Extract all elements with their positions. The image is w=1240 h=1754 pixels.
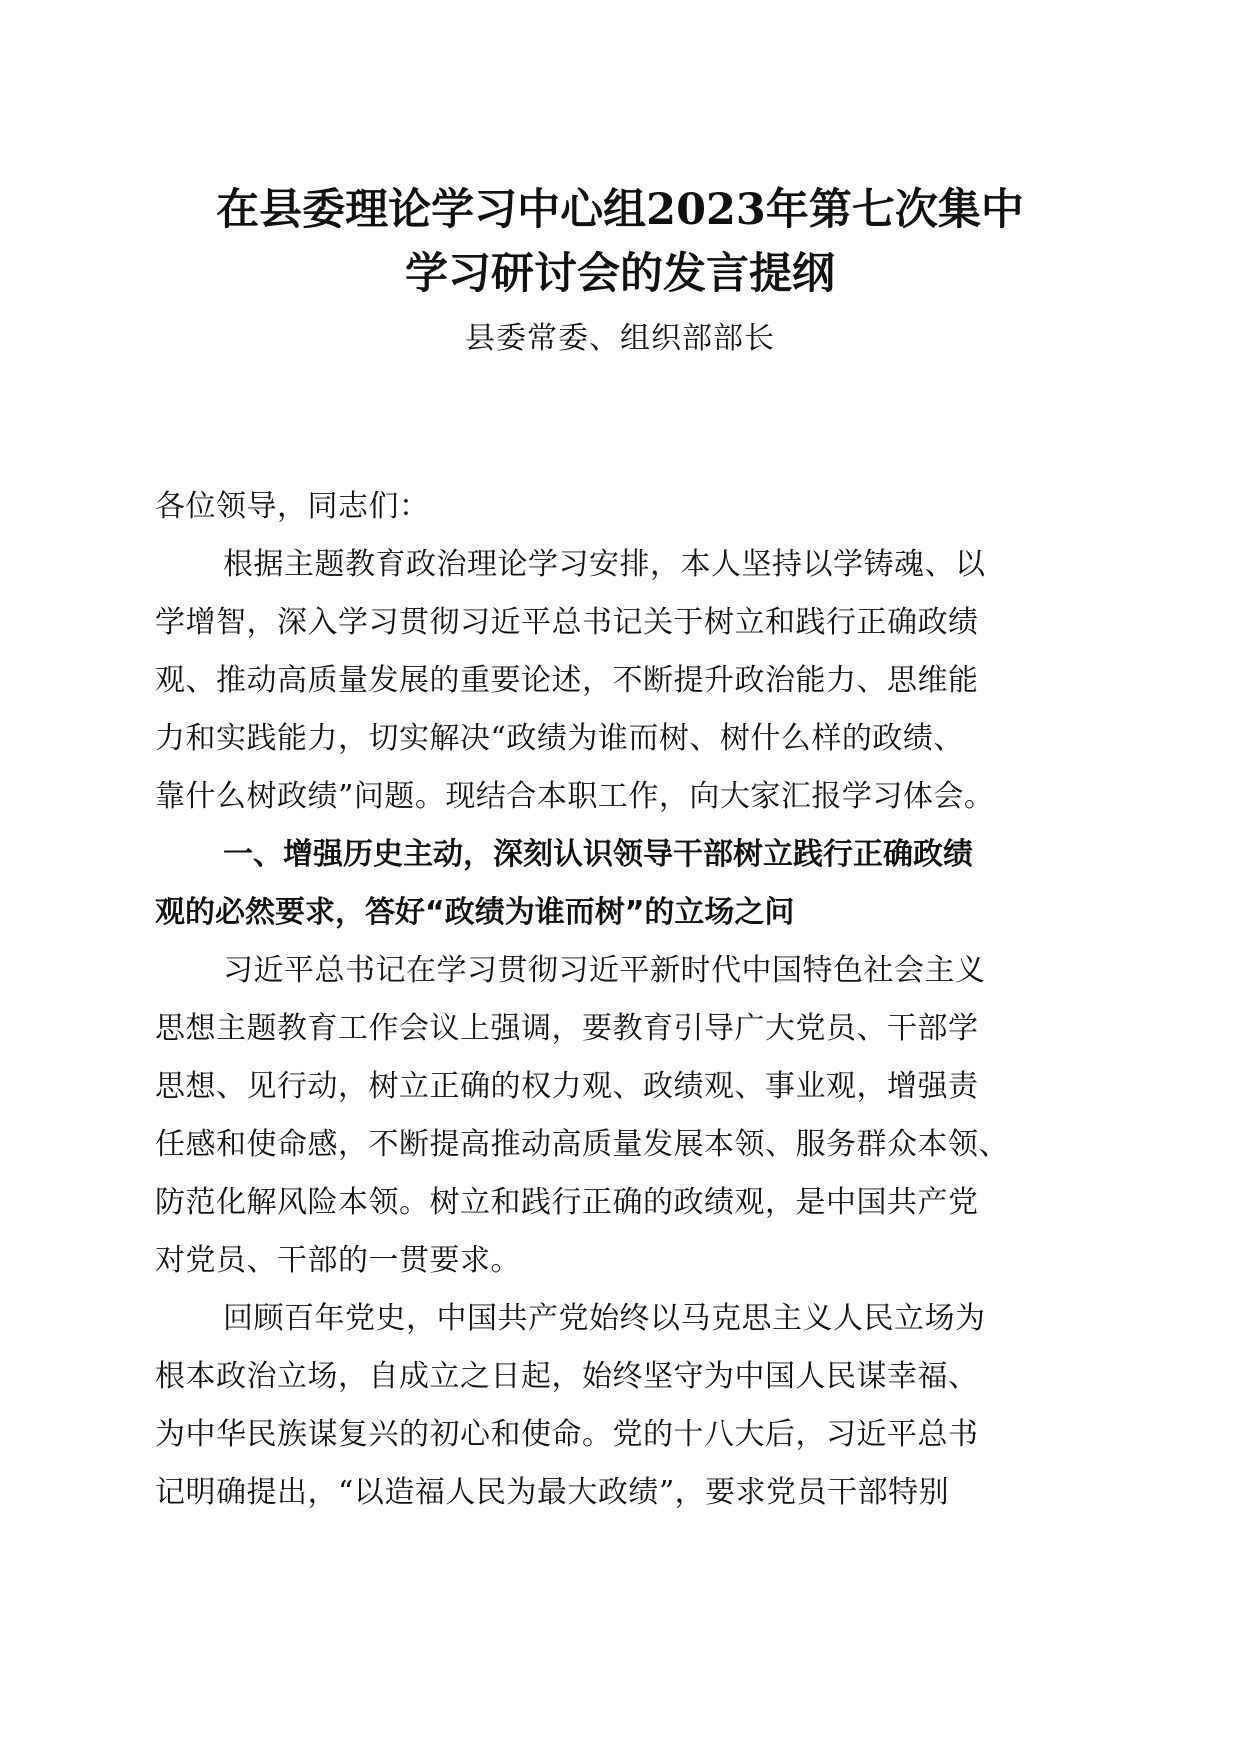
paragraph-line: 习近平总书记在学习贯彻习近平新时代中国特色社会主义 bbox=[223, 953, 986, 988]
section-heading-line: 一、增强历史主动，深刻认识领导干部树立践行正确政绩 bbox=[223, 837, 973, 872]
paragraph-line: 对党员、干部的一贯要求。 bbox=[155, 1243, 521, 1278]
paragraph-line: 任感和使命感，不断提高推动高质量发展本领、服务群众本领、 bbox=[155, 1127, 1009, 1162]
section-heading-line: 观的必然要求，答好“政绩为谁而树”的立场之问 bbox=[155, 895, 795, 930]
document-body bbox=[155, 478, 1095, 1522]
paragraph-line: 学增智，深入学习贯彻习近平总书记关于树立和践行正确政绩 bbox=[155, 605, 979, 640]
paragraph-line: 防范化解风险本领。树立和践行正确的政绩观，是中国共产党 bbox=[155, 1185, 979, 1220]
paragraph-line: 为中华民族谋复兴的初心和使命。党的十八大后，习近平总书 bbox=[155, 1417, 979, 1452]
paragraph-line: 思想、见行动，树立正确的权力观、政绩观、事业观，增强责 bbox=[155, 1069, 979, 1104]
paragraph-line: 力和实践能力，切实解决“政绩为谁而树、树什么样的政绩、 bbox=[155, 721, 964, 756]
paragraph-line: 根本政治立场，自成立之日起，始终坚守为中国人民谋幸福、 bbox=[155, 1359, 979, 1394]
document-title-line-2: 学习研讨会的发言提纲 bbox=[405, 249, 835, 299]
document-title-line-1: 在县委理论学习中心组2023年第七次集中 bbox=[216, 185, 1024, 235]
paragraph-line: 观、推动高质量发展的重要论述，不断提升政治能力、思维能 bbox=[155, 663, 979, 698]
document-author: 县委常委、组织部部长 bbox=[465, 321, 775, 356]
paragraph-line: 思想主题教育工作会议上强调，要教育引导广大党员、干部学 bbox=[155, 1011, 979, 1046]
paragraph-line: 记明确提出，“以造福人民为最大政绩”，要求党员干部特别 bbox=[155, 1475, 950, 1510]
paragraph-line: 靠什么树政绩”问题。现结合本职工作，向大家汇报学习体会。 bbox=[155, 779, 995, 814]
paragraph-line: 根据主题教育政治理论学习安排，本人坚持以学铸魂、以 bbox=[223, 547, 986, 582]
paragraph-line: 回顾百年党史，中国共产党始终以马克思主义人民立场为 bbox=[223, 1301, 986, 1336]
salutation: 各位领导，同志们： bbox=[155, 489, 430, 524]
